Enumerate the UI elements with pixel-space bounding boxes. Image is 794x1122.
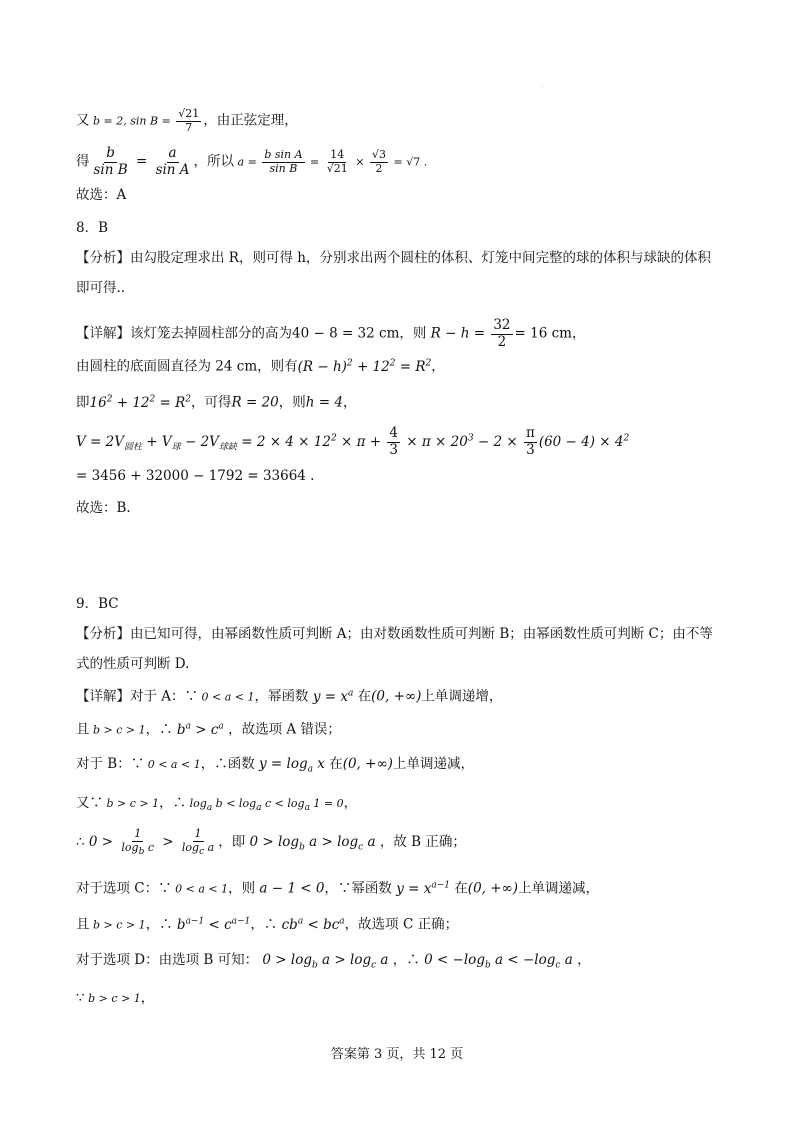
text: 在: [357, 688, 372, 705]
text: ，∴: [159, 795, 187, 811]
math-text: R = 20: [231, 394, 279, 411]
text: 即: [76, 394, 90, 411]
text: ，故选项 C 正确；: [344, 916, 459, 933]
text: ，所以: [193, 153, 235, 170]
text: 对于选项 D：由选项 B 可知：: [76, 952, 259, 968]
text: ，则: [399, 325, 427, 342]
text: ，∵幂函数: [324, 880, 392, 897]
detail-8-solve: 即$16^2 + 12^2 = R^2$，可得R = 20，则h = 4，: [76, 394, 357, 411]
text: 由圆柱的底面圆直径为 24 cm，则有: [76, 358, 298, 375]
text: 得: [76, 153, 90, 170]
detail-9-a2: 且 b > c > 1，∴ $b^a > c^a$ ，故选项 A 错误；: [76, 721, 341, 738]
detail-8-height: 【详解】该灯笼去掉圆柱部分的高为40 − 8 = 32 cm，则 R − h = $\frac{32}{2}$ = 16 cm，: [76, 317, 586, 350]
text: ，: [577, 952, 591, 968]
text: ，则: [278, 394, 306, 411]
text: ∴: [76, 834, 85, 851]
analysis-8: 【分析】由勾股定理求出 R，则可得 h，分别求出两个圆柱的体积、灯笼中间完整的球的体积与球缺的体积即可得..: [76, 250, 711, 296]
text: 上单调递减，: [392, 756, 474, 772]
text: 对于选项 C：∵: [76, 880, 172, 897]
text: ，∴: [145, 916, 173, 933]
question-8-label: 8．B: [76, 220, 109, 236]
text: 在: [454, 880, 468, 897]
text: ，∴: [250, 916, 278, 933]
answer-a: 故选：A: [76, 187, 127, 203]
text: ，∴: [392, 952, 420, 968]
text: 上单调递增，: [421, 688, 503, 705]
text: = 16 cm，: [514, 325, 586, 342]
text: 上单调递减，: [518, 880, 600, 897]
line-sine-given: 又 b = 2, sin B = $\frac{√21}{7}$ ，由正弦定理，: [76, 107, 298, 134]
text: ，由正弦定理，: [203, 112, 298, 129]
detail-9-a: 【详解】对于 A：∵ 0 < a < 1，幂函数 $y = x^a$ 在(0, +∞)上单调递增，: [76, 688, 503, 705]
text: 且: [76, 721, 90, 738]
text: ，∴函数: [200, 756, 255, 772]
text: ，故选项 A 错误；: [228, 721, 341, 738]
detail-9-c: 对于选项 C：∵ 0 < a < 1，则 a − 1 < 0，∵幂函数 $y = x^{a-1}$ 在(0, +∞)上单调递减，: [76, 880, 600, 897]
text: 对于 B：∵: [76, 756, 145, 772]
detail-8-volume: $V = 2V_{圆柱} + V_球 - 2V_{球缺} = 2 \times 4 \times 12^2 \times \pi$ + $\frac{4}{3}$ × $\pi \times 20^3 - 2$ × $\frac{\pi}{3}$ $(60 - 4) \times 4^2$: [76, 425, 630, 458]
detail-9-c2: 且 b > c > 1，∴ $b^{a-1} < c^{a-1}$，∴ $cb^a < bc^a$，故选项 C 正确；: [76, 916, 459, 933]
question-9-label: 9．BC: [76, 596, 119, 612]
text: ，: [140, 990, 155, 1006]
detail-8-diameter: 由圆柱的底面圆直径为 24 cm，则有$(R - h)^2 + 12^2 = R^2$，: [76, 358, 445, 375]
line-sine-law: 得 $\frac{b}{\text{sin B}}$ = $\frac{a}{\text{sin A}}$ ，所以 a = $\frac{\text{b sin A}}{\text{sin B}}$ = $\frac{14}{√21}$ × $\frac{√3}{2}$ = √7 .: [76, 145, 428, 178]
text: ，则: [228, 880, 256, 897]
page-footer: 答案第 3 页，共 12 页: [330, 1047, 464, 1062]
text: 且: [76, 916, 90, 933]
scan-dot: ·: [541, 84, 543, 91]
detail-9-d2: ∵ b > c > 1，: [76, 990, 155, 1006]
text: ，幂函数: [254, 688, 309, 705]
text: ，故 B 正确；: [379, 834, 466, 851]
text: ∵: [76, 990, 85, 1006]
math-text: 40 − 8 = 32 cm: [292, 325, 400, 342]
detail-9-b3: ∴ 0 > $\frac{1}{\log_b c}$ > $\frac{1}{\log_c a}$ ，即 $0 > \log_b a > \log_c a$ ，故 B 正确；: [76, 827, 466, 857]
text: ，: [342, 394, 357, 411]
text: ，即: [218, 834, 246, 851]
text: 又∵: [76, 795, 103, 811]
answer-b: 故选：B.: [76, 500, 131, 516]
math-text: h = 4: [305, 394, 343, 411]
detail-8-result: = 3456 + 32000 − 1792 = 33664 .: [76, 468, 315, 484]
detail-9-d: 对于选项 D：由选项 B 可知： $0 > \log_b a > \log_c a$ ，∴ $0 < -\log_b$ $a < -\log_c$ a ，: [76, 952, 591, 971]
detail-9-b2: 又∵ b > c > 1，∴ $\log_a b < \log_a c < \log_a 1 = 0$，: [76, 795, 358, 814]
text: ，∴: [145, 721, 173, 738]
text: ，可得: [191, 394, 232, 411]
text: 又: [76, 112, 90, 129]
analysis-9: 【分析】由已知可得，由幂函数性质可判断 A；由对数函数性质可判断 B；由幂函数性质可判断 C；由不等式的性质可判断 D.: [76, 626, 713, 672]
detail-9-b: 对于 B：∵ 0 < a < 1，∴函数 $y = \log_a x$ 在(0, +∞)上单调递减，: [76, 756, 474, 775]
text: 【详解】对于 A：∵: [76, 688, 199, 705]
text: 在: [329, 756, 343, 772]
text: ，: [343, 795, 358, 811]
text: 【详解】该灯笼去掉圆柱部分的高为: [76, 325, 292, 342]
